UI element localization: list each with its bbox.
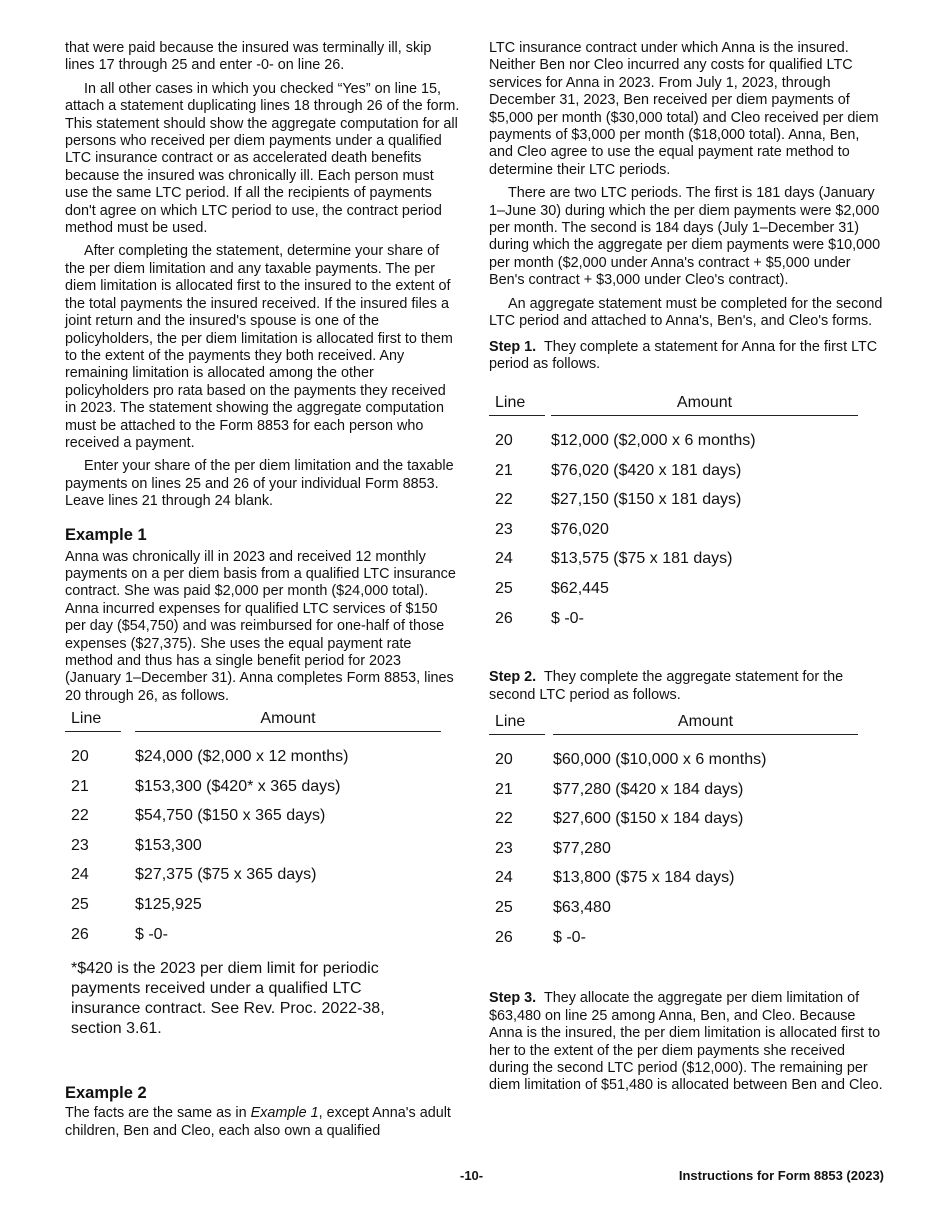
amount-value: $77,280 [553,839,611,857]
line-number: 20 [495,432,513,450]
table-row [489,574,858,604]
footnote: *$420 is the 2023 per diem limit for periodic payments received under a qualified LTC insurance contract. See Rev. Proc. 2022-38, section 3.61. [71,960,385,1038]
amount-value: $60,000 ($10,000 x 6 months) [553,751,767,769]
line-number: 23 [495,520,513,538]
amount-value: $12,000 ($2,000 x 6 months) [551,432,756,450]
line-number: 24 [495,869,513,887]
amount-value: $13,575 ($75 x 181 days) [551,550,733,568]
left-paragraph-3: After completing the statement, determine your share of the per diem limitation and any taxable payments. The per diem limitation is allocated first to the insured to the extent of the total payments the insured received. If the insured files a joint return and the insured's spouse is one of the policyholders, the per diem limitation is allocated first to them to the extent of the payments they both received. Any remaining limitation is allocated among the other policyholders pro rata based on the payments they received in 2023. The statement showing the aggregate computation must be attached to the Form 8853 for each person who received a payment. [65,243,453,451]
table-header-amount: Amount [551,393,858,416]
line-number: 20 [495,751,513,769]
table-header-amount: Amount [553,712,858,735]
step-3-label: Step 3. [489,990,537,1007]
amount-value: $27,150 ($150 x 181 days) [551,491,742,509]
step-2-label: Step 2. [489,669,537,686]
table-row [65,742,441,772]
table-row [65,890,441,920]
left-paragraph-4: Enter your share of the per diem limitation and the taxable payments on lines 25 and 26 of your individual Form 8853. Leave lines 21 through 24 blank. [65,458,454,510]
line-number: 22 [71,807,89,825]
table-row [489,745,858,775]
line-number: 24 [71,866,89,884]
amount-value: $63,480 [553,899,611,917]
amount-value: $76,020 ($420 x 181 days) [551,461,742,479]
line-number: 21 [495,461,513,479]
amount-value: $27,600 ($150 x 184 days) [553,810,744,828]
step-1-table [489,393,858,633]
step-1-label: Step 1. [489,338,537,355]
step-2 [489,669,885,704]
line-number: 26 [495,928,513,946]
example-2-text [65,1105,460,1140]
left-column [65,40,460,1140]
example-2-text-pre: The facts are the same as in [65,1105,251,1122]
line-number: 25 [71,895,89,913]
table-row [489,486,858,516]
step-2-table [489,712,858,952]
line-number: 21 [71,777,89,795]
table-row [489,893,858,923]
step-1-text: They complete a statement for Anna for the first LTC period as follows. [489,338,878,372]
amount-value: $13,800 ($75 x 184 days) [553,869,735,887]
step-2-text: They complete the aggregate statement for the second LTC period as follows. [489,669,844,703]
table-row [489,834,858,864]
line-number: 25 [495,580,513,598]
amount-value: $27,375 ($75 x 365 days) [135,866,317,884]
right-paragraph-1: LTC insurance contract under which Anna is the insured. Neither Ben nor Cleo incurred any costs for qualified LTC services for Anna in 2023. From July 1, 2023, through December 31, 2023, Ben received per diem payments of $5,000 per month ($30,000 total) and Cleo received per diem payments of $3,000 per month ($18,000 total). Anna, Ben, and Cleo agree to use the equal payment rate method to determine their LTC periods. [489,40,879,178]
right-column [489,40,885,1095]
table-row [489,545,858,575]
amount-value: $ -0- [135,925,168,943]
table-row [65,801,441,831]
example-2-reference: Example 1 [250,1105,319,1122]
table-header-line: Line [489,712,545,735]
step-3 [489,990,885,1094]
line-number: 23 [495,839,513,857]
table-row [65,772,441,802]
example-2-heading: Example 2 [65,1084,147,1103]
amount-value: $ -0- [551,609,584,627]
table-row [489,864,858,894]
table-row [489,604,858,634]
amount-value: $77,280 ($420 x 184 days) [553,780,744,798]
line-number: 26 [71,925,89,943]
amount-value: $153,300 [135,836,202,854]
example-1-heading: Example 1 [65,525,147,544]
line-number: 21 [495,780,513,798]
amount-value: $76,020 [551,520,609,538]
line-number: 26 [495,609,513,627]
amount-value: $125,925 [135,895,202,913]
amount-value: $153,300 ($420* x 365 days) [135,777,341,795]
amount-value: $54,750 ($150 x 365 days) [135,807,326,825]
step-3-text: They allocate the aggregate per diem limitation of $63,480 on line 25 among Anna, Ben, and Cleo. Because Anna is the insured, the per diem limitation is allocated first to her to the extent of the per diem payments she received during the second LTC period ($12,000). The remaining per diem limitation of $51,480 is allocated between Ben and Cleo. [489,990,883,1094]
line-number: 20 [71,748,89,766]
document-title: Instructions for Form 8853 (2023) [678,1168,884,1183]
table-row [65,861,441,891]
amount-value: $24,000 ($2,000 x 12 months) [135,748,349,766]
example-1-table [65,709,441,949]
left-paragraph-1: that were paid because the insured was terminally ill, skip lines 17 through 25 and enter -0- on line 26. [65,40,432,74]
line-number: 25 [495,899,513,917]
step-1 [489,339,885,374]
line-number: 24 [495,550,513,568]
example-1-text: Anna was chronically ill in 2023 and received 12 monthly payments on a per diem basis from a qualified LTC insurance contract. She was paid $2,000 per month ($24,000 total). Anna incurred expenses for qualified LTC services of $150 per day ($54,750) and was reimbursed for one-half of those expenses ($27,375). She uses the equal payment rate method and thus has a single benefit period for 2023 (January 1–December 31). Anna completes Form 8853, lines 20 through 26, as follows. [65,548,456,704]
table-row [489,515,858,545]
table-row [489,456,858,486]
amount-value: $ -0- [553,928,586,946]
example-2-text-post: , except Anna's adult children, Ben and Cleo, each also own a qualified [65,1105,451,1139]
table-row [489,804,858,834]
right-paragraph-3: An aggregate statement must be completed for the second LTC period and attached to Anna's, Ben's, and Cleo's forms. [489,295,883,330]
table-row [489,923,858,953]
table-row [65,831,441,861]
table-header-line: Line [65,709,121,732]
table-header-line: Line [489,393,545,416]
line-number: 22 [495,491,513,509]
line-number: 23 [71,836,89,854]
table-row [489,426,858,456]
table-row [489,775,858,805]
page-number: -10- [460,1168,484,1183]
amount-value: $62,445 [551,580,609,598]
left-paragraph-2: In all other cases in which you checked “Yes” on line 15, attach a statement duplicating lines 18 through 26 of the form. This statement should show the aggregate computation for all persons who received per diem payments under a qualified LTC insurance contract or as accelerated death benefits because the insured was chronically ill. Each person must use the same LTC period. If all the recipients of payments don't agree on which LTC period to use, the contract period method must be used. [65,80,460,237]
table-header-amount: Amount [135,709,441,732]
line-number: 22 [495,810,513,828]
table-row [65,920,441,950]
right-paragraph-2: There are two LTC periods. The first is 181 days (January 1–June 30) during which the per diem payments were $2,000 per month. The second is 184 days (July 1–December 31) during which the aggregate per diem payments were $10,000 per month ($2,000 under Anna's contract + $5,000 under Ben's contract + $3,000 under Cleo's contract). [489,185,881,289]
